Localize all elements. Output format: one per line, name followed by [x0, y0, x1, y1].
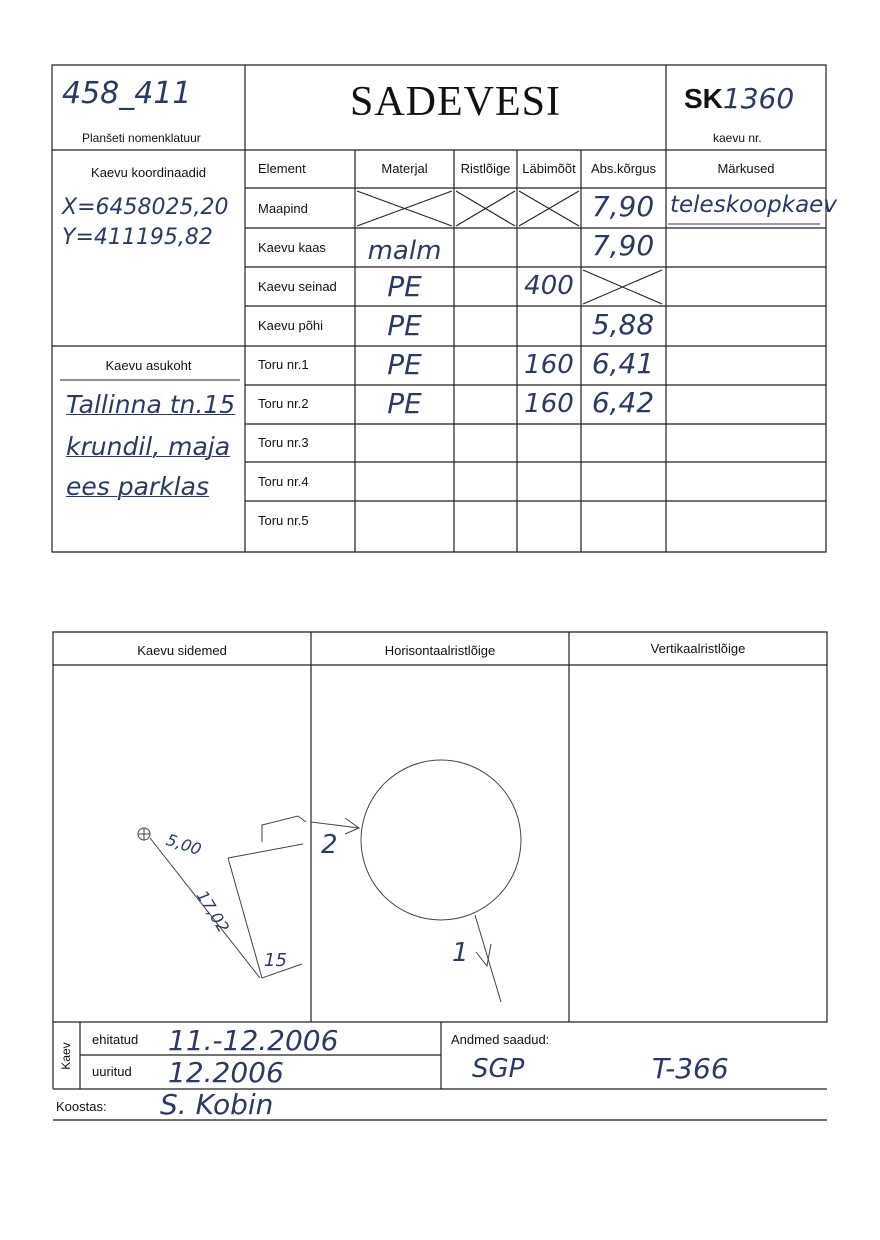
author-label: Koostas: [56, 1099, 107, 1114]
row-remark: teleskoopkaev [670, 192, 837, 218]
location-line-1: Tallinna tn.15 [66, 390, 236, 419]
data-source-label: Andmed saadud: [451, 1032, 550, 1047]
row-diameter: 160 [524, 389, 574, 419]
built-value: 11.-12.2006 [168, 1024, 339, 1057]
row-material: malm [367, 236, 442, 266]
form-title: SADEVESI [349, 79, 561, 125]
row-abs: 6,41 [591, 347, 655, 380]
row-diameter: 400 [524, 271, 574, 301]
row-abs: 6,42 [591, 386, 655, 419]
row-diameter: 160 [524, 350, 574, 380]
col-header-materjal: Materjal [381, 161, 428, 176]
coord-y: Y=411195,82 [62, 225, 213, 250]
well-prefix: SK [684, 83, 723, 114]
coords-label: Kaevu koordinaadid [91, 165, 206, 180]
location-line-3: ees parklas [66, 472, 209, 501]
row-abs: 5,88 [591, 308, 655, 341]
sketch-header-connections: Kaevu sidemed [137, 643, 227, 658]
built-label: ehitatud [92, 1032, 139, 1047]
pipe-1-label: 1 [452, 938, 469, 968]
col-header-markused: Märkused [717, 161, 775, 176]
sketch-header-horizontal: Horisontaalristlõige [384, 643, 496, 658]
row-element: Kaevu kaas [258, 240, 326, 255]
well-number-label: kaevu nr. [713, 131, 762, 145]
row-abs: 7,90 [591, 190, 655, 223]
document-code: T-366 [652, 1052, 729, 1085]
row-element: Toru nr.2 [258, 396, 309, 411]
location-label: Kaevu asukoht [105, 358, 192, 373]
row-element: Toru nr.4 [258, 474, 309, 489]
nomenclature-label: Planšeti nomenklatuur [82, 131, 201, 145]
row-element: Toru nr.5 [258, 513, 309, 528]
dim-label-b: 17,02 [192, 887, 234, 936]
row-material: PE [387, 309, 422, 342]
dim-label-a: 5,00 [163, 829, 204, 860]
surveyed-label: uuritud [92, 1064, 132, 1079]
row-element: Kaevu põhi [258, 318, 324, 333]
row-material: PE [387, 387, 422, 420]
row-element: Kaevu seinad [258, 279, 337, 294]
pipe-2-label: 2 [321, 830, 338, 860]
horizontal-section-sketch [311, 740, 569, 1020]
nomenclature-value: 458_411 [62, 76, 192, 111]
row-element: Toru nr.3 [258, 435, 309, 450]
dim-label-c: 15 [264, 950, 287, 971]
col-header-abs: Abs.kõrgus [590, 161, 657, 176]
surveyed-value: 12.2006 [168, 1056, 284, 1089]
author-value: S. Kobin [160, 1088, 274, 1121]
col-header-ristloige: Ristlõige [460, 161, 511, 176]
row-element: Maapind [258, 201, 308, 216]
col-header-labimoot: Läbimõõt [522, 161, 576, 176]
row-material: PE [387, 270, 422, 303]
well-number-value: 1360 [722, 82, 795, 115]
location-line-2: krundil, maja [66, 432, 231, 461]
row-material: PE [387, 348, 422, 381]
connections-sketch [120, 800, 320, 1000]
row-element: Toru nr.1 [258, 357, 309, 372]
col-header-element: Element [258, 161, 306, 176]
well-number [684, 82, 794, 115]
coord-x: X=6458025,20 [62, 195, 229, 220]
row-abs: 7,90 [591, 229, 655, 262]
data-source-value: SGP [472, 1054, 525, 1084]
sketch-header-vertical: Vertikaalristlõige [650, 641, 746, 656]
kaev-vertical-label: Kaev [59, 1042, 73, 1070]
